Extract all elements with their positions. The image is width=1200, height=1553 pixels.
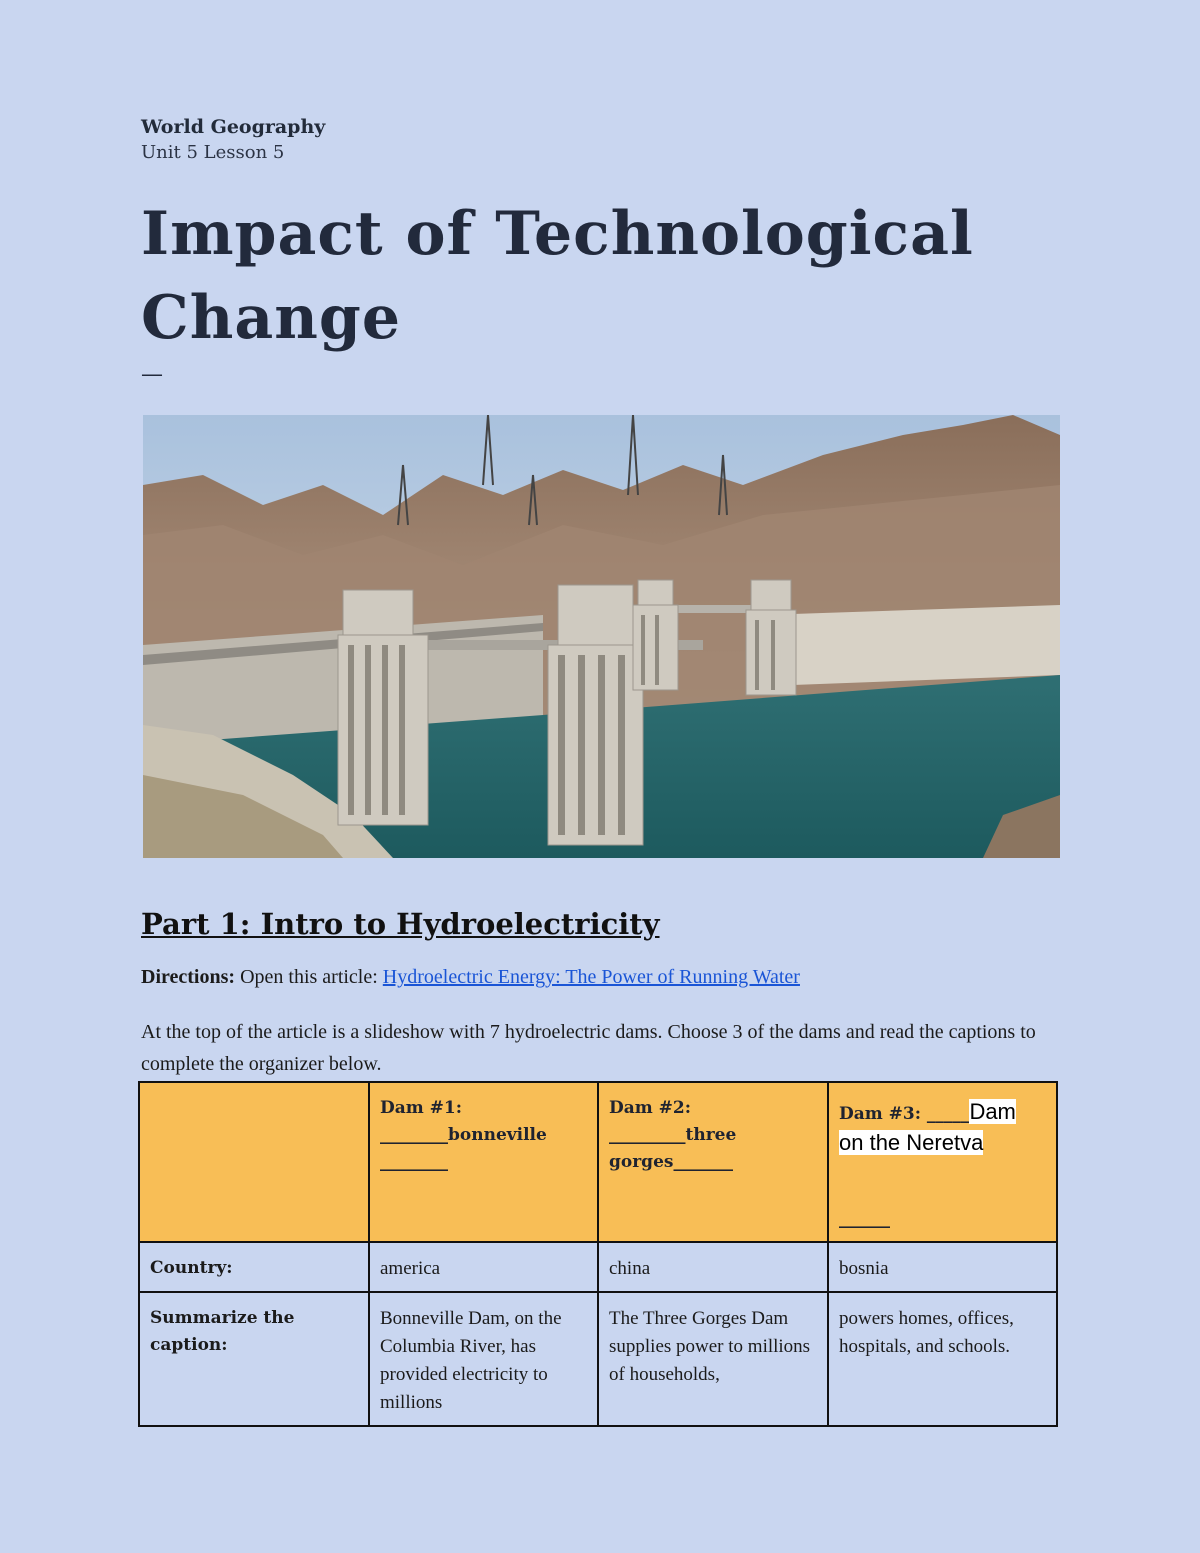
part-1-heading: Part 1: Intro to Hydroelectricity xyxy=(141,907,660,941)
title-divider: — xyxy=(141,362,163,387)
country-1-cell[interactable]: america xyxy=(369,1242,598,1292)
directions xyxy=(141,962,1061,992)
dam-1-label: Dam #1: ________bonneville ________ xyxy=(380,1098,547,1172)
document-page xyxy=(141,114,1059,1413)
dam-organizer-table xyxy=(138,1081,1058,1427)
header-empty-cell xyxy=(139,1082,369,1242)
country-2-cell[interactable]: china xyxy=(598,1242,828,1292)
country-3-cell[interactable]: bosnia xyxy=(828,1242,1057,1292)
summary-3-cell[interactable]: powers homes, offices, hospitals, and schools. xyxy=(828,1292,1057,1426)
summary-label: Summarize the caption: xyxy=(150,1308,295,1355)
country-label-cell xyxy=(139,1242,369,1292)
summary-label-cell xyxy=(139,1292,369,1426)
summary-1-cell[interactable]: Bonneville Dam, on the Columbia River, has provided electricity to millions xyxy=(369,1292,598,1426)
intro-paragraph: At the top of the article is a slideshow with 7 hydroelectric dams. Choose 3 of the dams and read the captions to complete the organizer below. xyxy=(141,1021,1036,1075)
dam-3-answer: Dam on the Neretva xyxy=(839,1099,1016,1155)
summary-2-cell[interactable]: The Three Gorges Dam supplies power to millions of households, xyxy=(598,1292,828,1426)
dam-photo xyxy=(143,415,1060,858)
dam-3-prefix: Dam #3: _____ xyxy=(839,1104,970,1124)
title-line-2: Change xyxy=(141,283,402,353)
course-name: World Geography xyxy=(141,116,326,138)
dam-1-cell[interactable] xyxy=(369,1082,598,1242)
directions-label: Directions: xyxy=(141,966,236,988)
page-title xyxy=(141,192,1059,360)
country-row xyxy=(139,1242,1057,1292)
dam-2-cell[interactable] xyxy=(598,1082,828,1242)
lesson-name: Unit 5 Lesson 5 xyxy=(141,142,285,163)
dam-3-suffix: ______ xyxy=(839,1209,890,1229)
summary-row xyxy=(139,1292,1057,1426)
dam-3-cell[interactable] xyxy=(828,1082,1057,1242)
country-label: Country: xyxy=(150,1258,233,1278)
title-line-1: Impact of Technological xyxy=(141,199,974,269)
article-link[interactable]: Hydroelectric Energy: The Power of Running Water xyxy=(382,966,800,988)
table-header-row xyxy=(139,1082,1057,1242)
dam-2-label: Dam #2: _________three gorges_______ xyxy=(609,1098,737,1172)
directions-text: Open this article: xyxy=(235,966,383,988)
